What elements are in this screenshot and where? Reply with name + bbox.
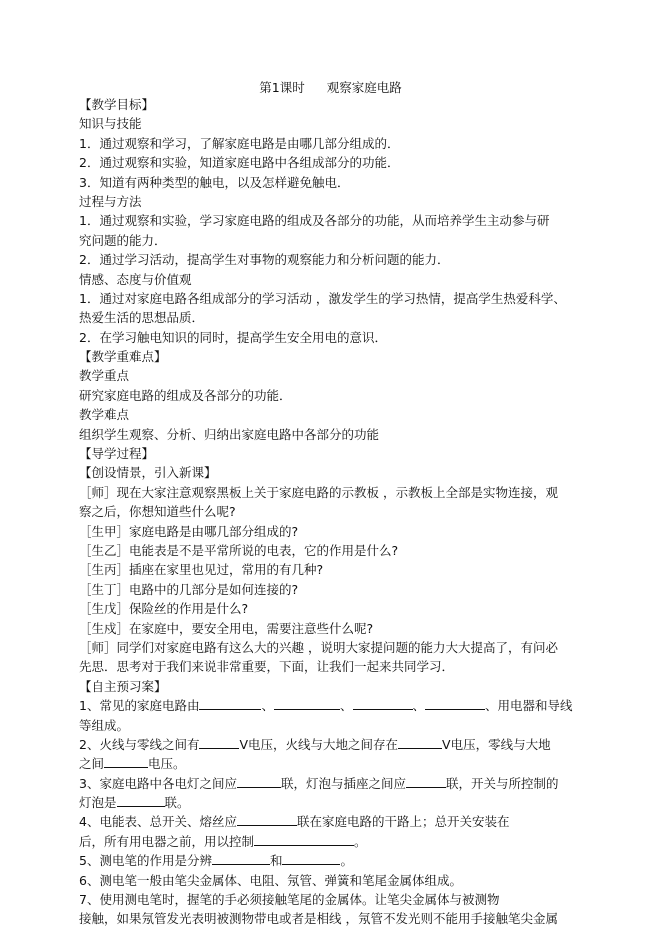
answer-blank [199, 697, 261, 710]
question-7-cont: 接触，如果氖管发光表明被测物带电或者是相线 ，氖管不发光则不能用手接触笔尖金属 [79, 911, 558, 927]
dialogue-line: ［生丙］插座在家里也见过，常用的有几种? [79, 562, 324, 578]
question-7: 7、使用测电笔时，握笔的手必须接触笔尾的金属体。让笔尖金属体与被测物 [79, 892, 500, 908]
text-line: 1．通过对家庭电路各组成部分的学习活动 ，激发学生的学习热情，提高学生热爱科学、 [79, 290, 566, 306]
text-line: 2．通过观察和实验，知道家庭电路中各组成部分的功能． [79, 155, 400, 171]
document-body [79, 95, 584, 929]
text-line: 组织学生观察、分析、归纳出家庭电路中各部分的功能 [79, 426, 380, 442]
subheading-process: 过程与方法 [79, 193, 142, 209]
answer-blank [199, 736, 239, 749]
section-heading-objectives: 【教学目标】 [79, 97, 155, 112]
section-heading-process: 【导学过程】 [79, 446, 155, 462]
answer-blank [282, 852, 340, 865]
answer-blank [425, 697, 485, 710]
dialogue-line: ［师］现在大家注意观察黑板上关于家庭电路的示教板 ，示教板上全部是实物连接，观 [79, 484, 558, 500]
answer-blank [254, 833, 354, 846]
text-line: 热爱生活的思想品质． [79, 310, 205, 326]
question-6: 6、测电笔一般由笔尖金属体、电阻、氖管、弹簧和笔尾金属体组成。 [79, 872, 462, 888]
dialogue-line: ［生戊］保险丝的作用是什么? [79, 601, 249, 617]
answer-blank [237, 813, 297, 826]
dialogue-line: 察之后，你想知道些什么呢? [79, 504, 236, 520]
text-line: 2．通过学习活动，提高学生对事物的观察能力和分析问题的能力． [79, 252, 450, 268]
text-line: 究问题的能力． [79, 232, 167, 248]
question-2-cont: 之间 电压。 [79, 756, 186, 772]
question-4-cont: 后，所有用电器之前，用以控制 。 [79, 833, 367, 849]
question-1: 1、常见的家庭电路由 、 、 、 、用电器和导线 [79, 698, 573, 714]
answer-blank [212, 852, 270, 865]
text-line: 研究家庭电路的组成及各部分的功能． [79, 387, 292, 403]
lesson-number: 第1课时 [259, 80, 305, 95]
text-line: 2．在学习触电知识的同时，提高学生安全用电的意识． [79, 329, 387, 345]
answer-blank [353, 697, 413, 710]
question-3-cont: 灯泡是 联。 [79, 795, 190, 811]
dialogue-line: ［生甲］家庭电路是由哪几部分组成的? [79, 523, 299, 539]
question-3: 3、家庭电路中各电灯之间应 联，灯泡与插座之间应 联，开关与所控制的 [79, 775, 559, 791]
question-2: 2、火线与零线之间有 V电压，火线与大地之间存在 V电压，零线与大地 [79, 736, 551, 752]
answer-blank [237, 775, 281, 788]
question-5: 5、测电笔的作用是分辨 和 。 [79, 853, 353, 869]
section-heading-intro: 【创设情景，引入新课】 [79, 465, 217, 481]
dialogue-line: ［生丁］电路中的几部分是如何连接的? [79, 581, 299, 597]
answer-blank [398, 736, 442, 749]
section-heading-key-points: 【教学重难点】 [79, 349, 167, 365]
dialogue-line: ［师］同学们对家庭电路有这么大的兴趣 ，说明大家提问题的能力大大提高了，有问必 [79, 639, 558, 655]
answer-blank [117, 794, 165, 807]
question-4: 4、电能表、总开关、熔丝应 联在家庭电路的干路上；总开关安装在 [79, 814, 510, 830]
subheading-key: 教学重点 [79, 368, 130, 384]
lesson-name: 观察家庭电路 [326, 80, 402, 95]
text-line: 3．知道有两种类型的触电，以及怎样避免触电． [79, 174, 350, 190]
page-title [0, 78, 661, 96]
answer-blank [406, 775, 446, 788]
subheading-knowledge: 知识与技能 [79, 116, 142, 132]
text-line: 1．通过观察和实验，学习家庭电路的组成及各部分的功能，从而培养学生主动参与研 [79, 213, 550, 229]
text-line: 1．通过观察和学习，了解家庭电路是由哪几部分组成的． [79, 135, 400, 151]
section-heading-preview: 【自主预习案】 [79, 678, 167, 694]
answer-blank [104, 755, 148, 768]
subheading-attitude: 情感、态度与价值观 [79, 271, 192, 287]
dialogue-line: 先思．思考对于我们来说非常重要，下面，让我们一起来共同学习． [79, 659, 455, 675]
dialogue-line: ［生乙］电能表是不是平常所说的电表，它的作用是什么? [79, 542, 399, 558]
question-1-cont: 等组成。 [79, 717, 130, 733]
answer-blank [274, 697, 340, 710]
subheading-difficult: 教学难点 [79, 407, 130, 423]
dialogue-line: ［生戍］在家庭中，要安全用电，需要注意些什么呢? [79, 620, 374, 636]
